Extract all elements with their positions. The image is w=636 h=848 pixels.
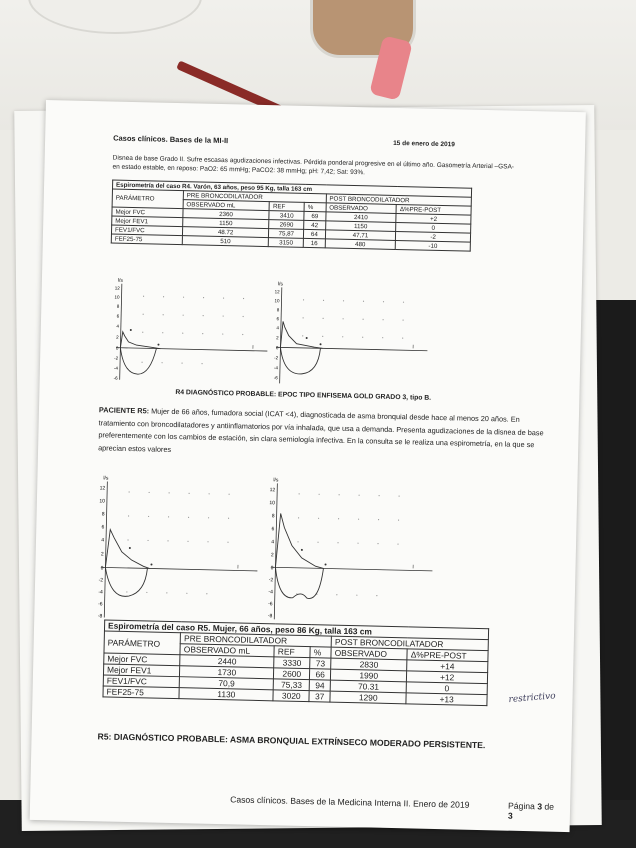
table-cell: 1150	[325, 221, 396, 232]
footer-text: Casos clínicos. Bases de la Medicina Interna II. Enero de 2019	[230, 794, 470, 810]
table-cell: 37	[309, 691, 330, 702]
table-cell: 3410	[269, 211, 304, 221]
tick-label: 0	[100, 565, 104, 572]
page-label: Página	[507, 800, 535, 812]
dot-grid	[302, 299, 404, 338]
y-tick-labels	[97, 485, 106, 619]
table-cell: FEF25-75	[111, 234, 182, 245]
table-header: PARÁMETRO	[104, 631, 181, 655]
table-cell: 3150	[269, 238, 304, 248]
data-point	[320, 343, 322, 345]
table-header: OBSERVADO	[331, 647, 407, 660]
table-cell: 2410	[325, 212, 396, 223]
x-axis	[271, 567, 432, 571]
tick-label: -6	[113, 375, 118, 381]
dot-grid	[141, 296, 244, 365]
table-cell: 70.31	[330, 680, 406, 693]
page-footer	[230, 794, 560, 821]
tick-label: 2	[100, 551, 104, 558]
tick-label: 10	[269, 500, 275, 507]
table-cell: Mejor FEV1	[103, 664, 180, 677]
table-cell: 64	[304, 229, 326, 238]
inspiratory-curve	[275, 567, 324, 599]
table-cell: FEF25-75	[103, 686, 180, 699]
spirometry-table-r4	[111, 180, 472, 252]
expiratory-curve	[280, 321, 323, 348]
table-header: OBSERVADO	[326, 203, 397, 214]
table-cell: FEV1/FVC	[111, 225, 182, 236]
tick-label: -4	[98, 589, 103, 596]
table-header: Δ%PRE-POST	[407, 649, 488, 662]
table-cell: -2	[396, 231, 471, 242]
tick-label: 8	[276, 307, 280, 313]
expiratory-curve	[120, 332, 160, 349]
tick-label: 4	[101, 537, 105, 544]
table-header: Δ%PRE-POST	[396, 204, 471, 215]
tick-label: 6	[101, 524, 105, 531]
document-page	[30, 100, 586, 832]
table-cell: 69	[304, 211, 326, 220]
data-point	[301, 549, 303, 551]
tick-label: 10	[274, 298, 280, 304]
x-axis-unit: l	[252, 344, 254, 351]
case-r5-paragraph	[98, 404, 544, 464]
y-axis-unit: l/s	[277, 281, 283, 288]
tick-label: 0	[115, 345, 119, 351]
table-cell: +2	[396, 213, 471, 224]
diagnosis-r4: R4 DIAGNÓSTICO PROBABLE: EPOC TIPO ENFISEMA GOLD GRADO 3, tipo B.	[175, 389, 432, 402]
page-total: 3	[507, 810, 513, 821]
tick-label: -6	[268, 601, 273, 608]
tick-label: 8	[101, 511, 105, 518]
tick-label: -6	[273, 375, 278, 381]
tick-label: 6	[276, 316, 280, 322]
data-point	[157, 344, 159, 346]
table-cell: 1990	[331, 669, 407, 682]
table-cell: 2440	[180, 655, 274, 668]
table-cell: 94	[309, 680, 330, 691]
tick-label: 0	[270, 565, 274, 572]
flow-volume-chart-r5-pre	[86, 471, 264, 625]
table-header: REF	[274, 646, 310, 658]
tick-label: -8	[267, 613, 273, 620]
inspiratory-curve	[280, 347, 321, 374]
tick-label: 10	[99, 498, 105, 505]
tick-label: -2	[274, 355, 279, 361]
table-cell: 3330	[274, 657, 310, 669]
table-cell: 70,9	[179, 677, 273, 690]
y-axis-unit: l/s	[117, 277, 123, 284]
x-axis	[115, 345, 267, 351]
table-cell: 66	[310, 669, 331, 680]
data-point	[150, 563, 152, 565]
tick-label: -4	[113, 365, 118, 371]
patient-label: PACIENTE R5:	[98, 405, 150, 416]
tick-label: -2	[268, 577, 274, 584]
table-cell: Mejor FVC	[112, 207, 183, 218]
table-cell: 2690	[269, 220, 304, 230]
tick-label: 8	[271, 513, 275, 520]
table-cell: 3020	[273, 690, 309, 702]
table-cell: 1150	[182, 218, 269, 229]
case-r5-text: Mujer de 66 años, fumadora social (ICAT <4), diagnosticada de asma bronquial desde hace al menos 20 años. En tratamiento con broncodilatadores y antiinflamatorios por vía inhalada, que usa a demanda. Presenta agudizaciones de la disnea de base preferentemente con los cambios de estación, sin clara semiología infectiva. En la consulta se le realiza una espirometría, en la que se aprecian estos valores	[98, 406, 544, 454]
table-cell: 75,87	[269, 229, 304, 239]
data-point	[130, 329, 132, 331]
tick-label: 2	[270, 552, 274, 559]
table-cell: 480	[325, 239, 396, 250]
x-axis-unit: l	[237, 564, 239, 571]
x-axis	[101, 567, 257, 571]
table-cell: 2360	[183, 209, 270, 220]
table-cell: 75,33	[274, 679, 310, 691]
tick-label: -8	[97, 613, 103, 620]
expiratory-curve	[105, 529, 150, 568]
dot-grid	[126, 491, 229, 594]
tick-label: 8	[116, 303, 120, 309]
table-cell: +14	[407, 660, 488, 673]
table-header: POST BRONCODILATADOR	[326, 194, 472, 206]
table-cell: +13	[406, 693, 487, 706]
spirometry-table-r5	[102, 619, 489, 706]
table-header: PRE BRONCODILATADOR	[180, 633, 331, 647]
x-axis-unit: l	[412, 564, 414, 571]
flow-volume-chart-r4-pre	[102, 273, 274, 387]
table-cell: 48.72	[182, 227, 269, 238]
table-cell: 0	[406, 682, 487, 695]
tick-label: -4	[268, 589, 273, 596]
dot-grid	[296, 493, 399, 596]
table-cell: -10	[395, 240, 470, 251]
tick-label: 10	[114, 294, 120, 300]
table-header: %	[310, 647, 331, 658]
document-date: 15 de enero de 2019	[393, 139, 455, 149]
y-tick-labels	[267, 487, 276, 619]
table-cell: Mejor FEV1	[112, 216, 183, 227]
table-header: POST BRONCODILATADOR	[331, 636, 488, 651]
inspiratory-curve	[105, 567, 148, 596]
tick-label: -2	[98, 577, 104, 584]
y-axis-unit: l/s	[273, 477, 279, 484]
handwritten-note: restrictivo	[508, 691, 556, 706]
document-title: Casos clínicos. Bases de la MI-II	[113, 133, 229, 146]
data-point	[325, 563, 327, 565]
inspiratory-curve	[120, 348, 157, 375]
tick-label: 12	[99, 485, 106, 492]
table-header: PRE BRONCODILATADOR	[183, 191, 326, 203]
table-title: Espirometría del caso R4. Varón, 63 años, peso 95 Kg, talla 163 cm	[112, 180, 471, 197]
table-cell: FEV1/FVC	[103, 675, 180, 688]
table-cell: Mejor FVC	[104, 653, 181, 666]
data-point	[306, 337, 308, 339]
diagnosis-r5: R5: DIAGNÓSTICO PROBABLE: ASMA BRONQUIAL EXTRÍNSECO MODERADO PERSISTENTE.	[97, 731, 486, 751]
tick-label: 6	[116, 313, 120, 319]
y-axis-unit: l/s	[103, 475, 109, 482]
tick-label: 6	[271, 526, 275, 533]
tick-label: 12	[269, 487, 276, 494]
table-cell: 1130	[179, 688, 273, 701]
table-cell: 1290	[330, 691, 406, 704]
tick-label: 4	[271, 539, 275, 546]
table-header: REF	[269, 202, 304, 212]
table-header: %	[304, 202, 326, 211]
table-cell: 47,71	[325, 230, 396, 241]
y-tick-labels	[113, 286, 121, 381]
tick-label: 4	[116, 323, 119, 329]
tick-label: -2	[114, 355, 119, 361]
page-indicator	[508, 801, 560, 822]
tick-label: -4	[273, 365, 279, 371]
tick-label: 2	[276, 335, 279, 341]
x-axis-unit: l	[412, 344, 414, 351]
x-axis	[276, 347, 427, 350]
y-tick-labels	[273, 289, 281, 380]
tick-label: -6	[98, 601, 103, 608]
table-header: OBSERVADO mL	[183, 200, 270, 211]
page-number: 3	[537, 801, 543, 812]
tick-label: 2	[116, 334, 119, 340]
table-title: Espirometría del caso R5. Mujer, 66 años, peso 86 Kg, talla 163 cm	[104, 620, 488, 640]
table-cell: 0	[396, 222, 471, 233]
data-point	[129, 547, 131, 549]
table-cell: 2600	[274, 668, 310, 680]
table-cell: +12	[407, 671, 488, 684]
table-cell: 510	[182, 236, 269, 247]
table-header: PARÁMETRO	[112, 189, 183, 209]
expiratory-curve	[275, 513, 324, 568]
tick-label: 12	[274, 289, 280, 295]
table-header: OBSERVADO mL	[180, 644, 274, 657]
flow-volume-chart-r4-post	[262, 277, 434, 391]
tick-label: 4	[276, 325, 279, 331]
table-cell: 16	[303, 238, 325, 247]
case-r4-paragraph: Disnea de base Grado II. Sufre escasas agudizaciones infectivas. Pérdida ponderal progresive en el último año. Gasometría Arterial –GSA- en estado estable, en reposo: PaO2: 65 mmHg; PaCO2: 38 mmHg; pH: 7,42; Sat: 93%.	[112, 154, 515, 177]
tick-label: 12	[114, 285, 120, 291]
table-cell: 73	[310, 658, 331, 669]
table-cell: 42	[304, 220, 326, 229]
y-axis	[120, 284, 122, 380]
table-cell: 1730	[180, 666, 274, 679]
table-cell: 2830	[331, 658, 407, 671]
tick-label: 0	[275, 345, 279, 351]
page-of: de	[544, 801, 555, 812]
flow-volume-chart-r5-post	[256, 473, 439, 627]
